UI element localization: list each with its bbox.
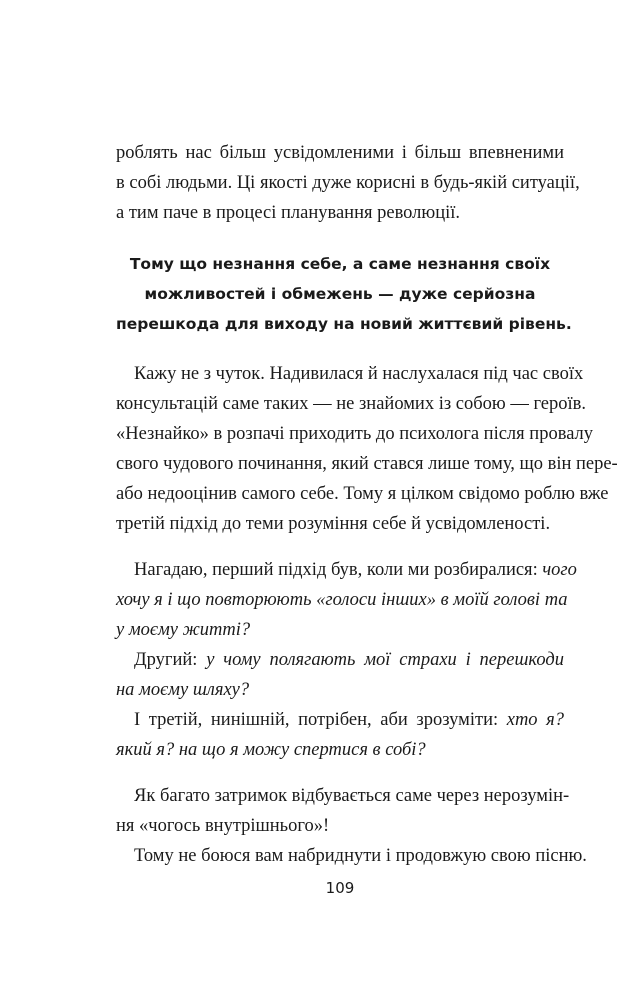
body-text-line: Тому не боюся вам набриднути і продовжую свою пісню.	[134, 846, 587, 866]
book-page	[116, 0, 618, 1000]
plain-text: Другий:	[134, 650, 207, 670]
callout-line: можливостей і обмежень — дуже серйозна	[144, 285, 536, 303]
body-text-line: консультацій саме таких — не знайомих із собою — героїв.	[116, 394, 587, 414]
body-text-line: Кажу не з чуток. Надивилася й наслухалася під час своїх	[134, 364, 584, 384]
callout-line: перешкода для виходу на новий життєвий рівень.	[116, 315, 572, 333]
body-text-line: на моєму шляху?	[116, 680, 250, 700]
plain-text: І третій, нинішній, потрібен, аби зрозуміти:	[134, 710, 507, 730]
italic-text: у чому полягають мої страхи і перешкоди	[206, 650, 564, 670]
body-text-line: який я? на що я можу спертися в собі?	[116, 740, 426, 760]
italic-text: чого	[542, 560, 577, 580]
italic-text: хто я?	[506, 710, 565, 730]
body-text-line: роблять нас більш усвідомленими і більш впевненими	[116, 143, 564, 163]
body-text-line	[116, 706, 564, 734]
body-text-line: а тим паче в процесі планування революції.	[116, 203, 461, 223]
body-text-line: хочу я і що повторюють «голоси інших» в моїй голові та	[116, 590, 568, 610]
body-text-line: третій підхід до теми розуміння себе й усвідомленості.	[116, 514, 551, 534]
body-text-line	[116, 646, 564, 674]
callout-line: Тому що незнання себе, а саме незнання своїх	[129, 255, 551, 273]
body-text-line	[116, 556, 577, 584]
body-text-line: ня «чогось внутрішнього»!	[116, 816, 330, 836]
body-text-line: Як багато затримок відбувається саме через нерозумін-	[134, 786, 570, 806]
plain-text: Нагадаю, перший підхід був, коли ми розбиралися:	[134, 560, 543, 580]
body-text-line: свого чудового починання, який стався лише тому, що він пере-	[116, 454, 618, 474]
page-number: 109	[325, 879, 355, 897]
body-text-line: «Незнайко» в розпачі приходить до психолога після провалу	[116, 424, 594, 444]
body-text-line: у моєму житті?	[116, 620, 251, 640]
body-text-line: в собі людьми. Ці якості дуже корисні в будь-якій ситуації,	[116, 173, 580, 193]
body-text-line: або недооцінив самого себе. Тому я цілком свідомо роблю вже	[116, 484, 609, 504]
